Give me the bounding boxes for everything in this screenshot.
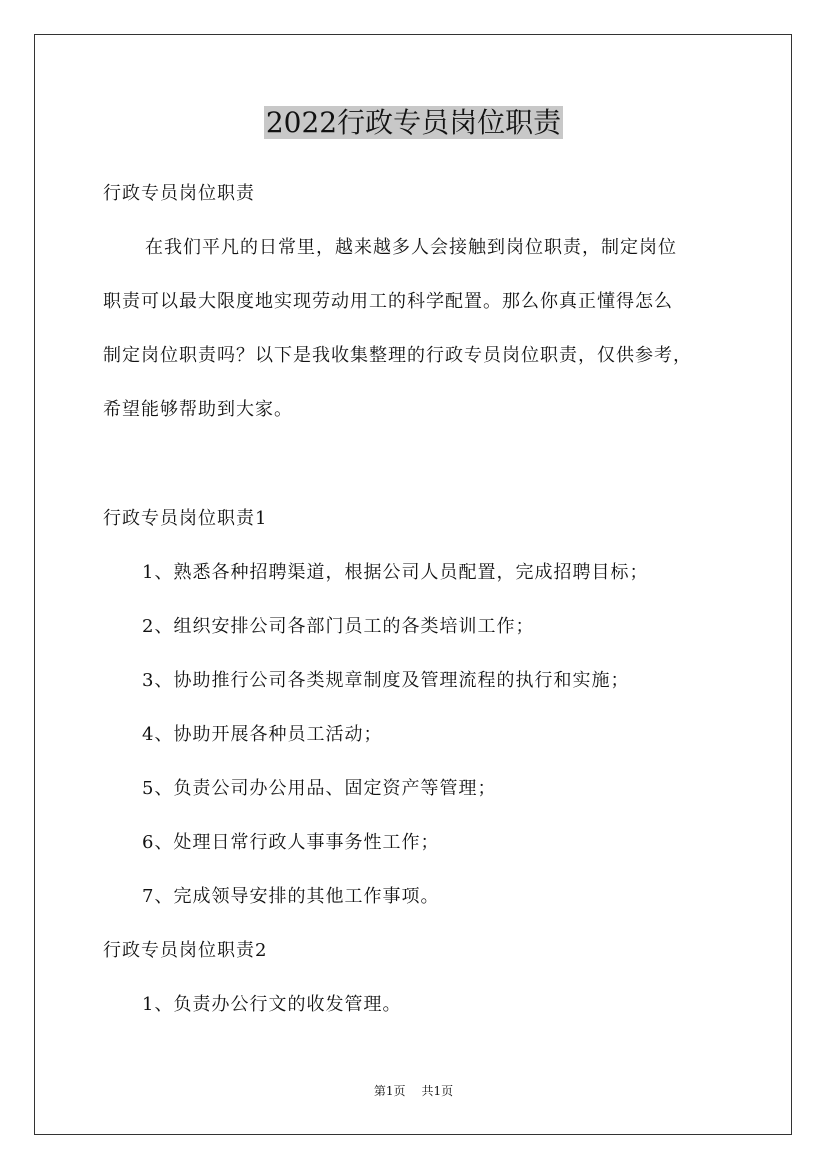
intro-heading: 行政专员岗位职责	[103, 183, 255, 204]
section1-heading: 行政专员岗位职责1	[103, 508, 268, 529]
page-footer	[0, 1082, 827, 1100]
page-number: 第1页	[373, 1084, 406, 1098]
document-title-text: 2022行政专员岗位职责	[265, 106, 562, 139]
section2-heading: 行政专员岗位职责2	[103, 940, 268, 961]
section1-item-3: 3、协助推行公司各类规章制度及管理流程的执行和实施；	[142, 670, 630, 691]
section1-item-2: 2、组织安排公司各部门员工的各类培训工作；	[142, 616, 535, 637]
intro-line-4: 希望能够帮助到大家。	[103, 399, 293, 420]
page-total: 共1页	[421, 1084, 454, 1098]
section1-item-1: 1、熟悉各种招聘渠道，根据公司人员配置，完成招聘目标；	[142, 562, 649, 583]
intro-line-2: 职责可以最大限度地实现劳动用工的科学配置。那么你真正懂得怎么	[103, 291, 673, 312]
document-title	[0, 103, 827, 143]
section2-item-1: 1、负责办公行文的收发管理。	[142, 994, 402, 1015]
intro-line-1: 在我们平凡的日常里，越来越多人会接触到岗位职责，制定岗位	[145, 237, 677, 258]
section1-item-7: 7、完成领导安排的其他工作事项。	[142, 886, 440, 907]
section1-item-6: 6、处理日常行政人事事务性工作；	[142, 832, 440, 853]
section1-item-5: 5、负责公司办公用品、固定资产等管理；	[142, 778, 497, 799]
section1-item-4: 4、协助开展各种员工活动；	[142, 724, 383, 745]
intro-line-3: 制定岗位职责吗？以下是我收集整理的行政专员岗位职责，仅供参考，	[103, 345, 692, 366]
